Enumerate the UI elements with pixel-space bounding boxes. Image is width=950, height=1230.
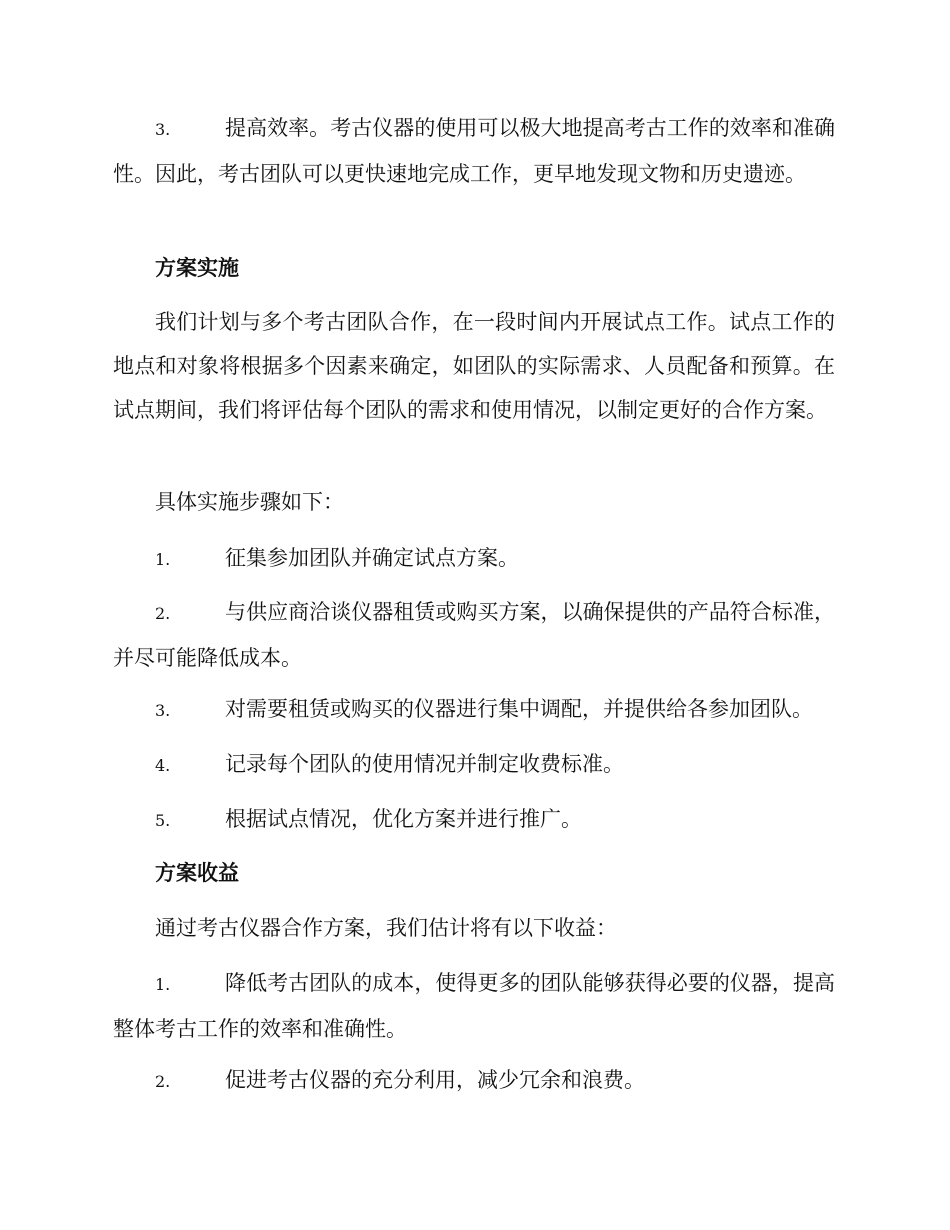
list-text: 征集参加团队并确定试点方案。 xyxy=(225,546,519,570)
section-heading: 方案实施 xyxy=(155,255,239,280)
list-number: 1. xyxy=(155,975,171,994)
intro-list-item xyxy=(113,106,835,196)
list-number: 1. xyxy=(155,550,171,569)
list-item xyxy=(113,961,835,1051)
list-text: 根据试点情况，优化方案并进行推广。 xyxy=(225,807,582,831)
list-text: 促进考古仪器的充分利用，减少冗余和浪费。 xyxy=(225,1068,645,1092)
section-heading-benefits xyxy=(113,851,835,895)
list-text: 提高效率。考古仪器的使用可以极大地提高考古工作的效率和准确性。因此，考古团队可以更快速地完成工作，更早地发现文物和历史遗迹。 xyxy=(113,116,835,186)
section-heading: 方案收益 xyxy=(155,860,239,885)
paragraph: 具体实施步骤如下： xyxy=(155,490,344,514)
implementation-paragraph xyxy=(113,300,835,432)
list-item xyxy=(113,536,835,582)
paragraph: 我们计划与多个考古团队合作，在一段时间内开展试点工作。试点工作的地点和对象将根据多个因素来确定，如团队的实际需求、人员配备和预算。在试点期间，我们将评估每个团队的需求和使用情况，以制定更好的合作方案。 xyxy=(113,310,835,422)
benefit-2 xyxy=(113,1058,835,1104)
list-number: 3. xyxy=(155,701,171,720)
list-number: 2. xyxy=(155,604,171,623)
step-5 xyxy=(113,797,835,843)
list-item xyxy=(113,590,835,680)
list-item xyxy=(113,687,835,733)
step-1 xyxy=(113,536,835,582)
list-item xyxy=(113,742,835,788)
benefit-1 xyxy=(113,961,835,1051)
benefits-intro xyxy=(113,906,835,950)
steps-intro xyxy=(113,480,835,524)
list-text: 降低考古团队的成本，使得更多的团队能够获得必要的仪器，提高整体考古工作的效率和准确性。 xyxy=(113,971,835,1041)
step-3 xyxy=(113,687,835,733)
step-2 xyxy=(113,590,835,680)
step-4 xyxy=(113,742,835,788)
list-text: 与供应商洽谈仪器租赁或购买方案，以确保提供的产品符合标准，并尽可能降低成本。 xyxy=(113,600,835,670)
list-item xyxy=(113,106,835,196)
list-text: 记录每个团队的使用情况并制定收费标准。 xyxy=(225,752,624,776)
list-item xyxy=(113,797,835,843)
list-number: 2. xyxy=(155,1072,171,1091)
list-item xyxy=(113,1058,835,1104)
list-text: 对需要租赁或购买的仪器进行集中调配，并提供给各参加团队。 xyxy=(225,697,813,721)
list-number: 4. xyxy=(155,756,171,775)
list-number: 5. xyxy=(155,811,171,830)
section-heading-implementation xyxy=(113,246,835,290)
list-number: 3. xyxy=(155,120,171,139)
paragraph: 通过考古仪器合作方案，我们估计将有以下收益： xyxy=(155,916,617,940)
